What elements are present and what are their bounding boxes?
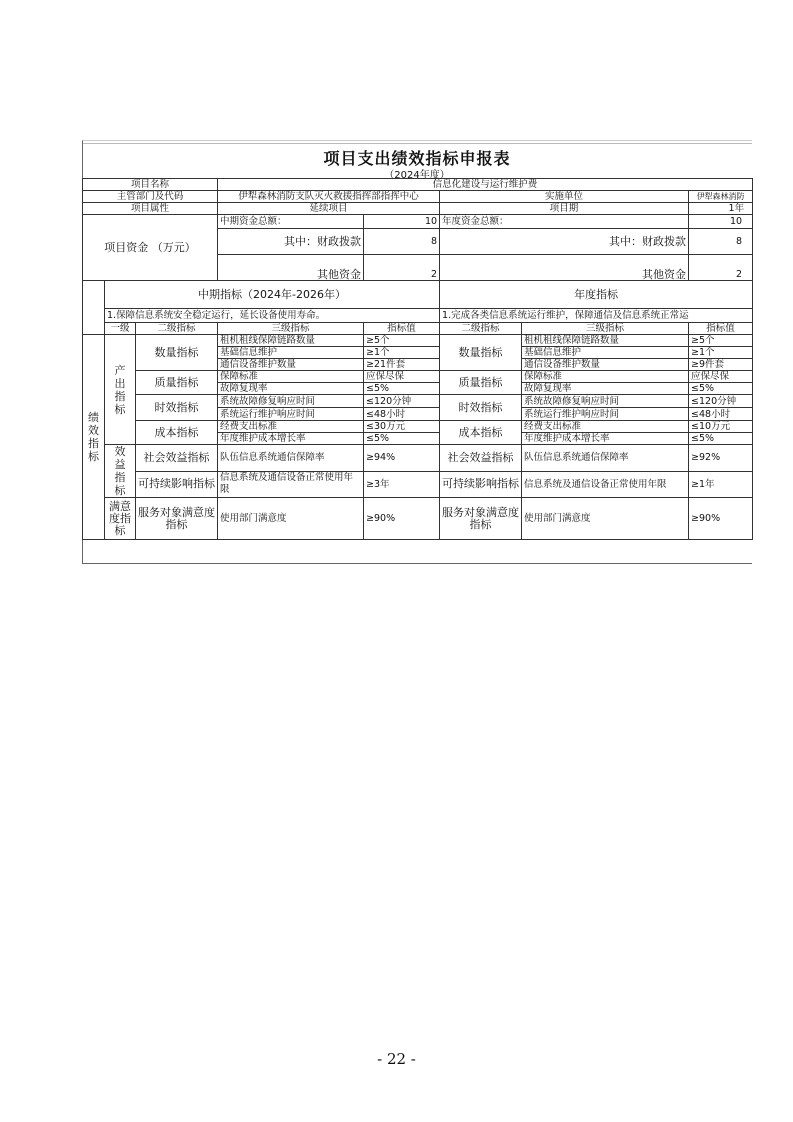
table-row xyxy=(83,371,753,383)
cell-mid-q2: ≥1个 xyxy=(364,347,440,359)
cell-yr-q1-label: 租机租线保障链路数量 xyxy=(522,335,689,347)
label-quantity-year: 数量指标 xyxy=(440,335,522,371)
cell-ql2: 故障复现率 xyxy=(218,383,364,395)
cell-yr-ql2-label: 故障复现率 xyxy=(522,383,689,395)
label-impl-unit: 实施单位 xyxy=(440,191,689,203)
header-level2-year: 二级指标 xyxy=(440,323,522,335)
table-row xyxy=(83,498,753,540)
cell-ql1: 保障标准 xyxy=(218,371,364,383)
cell-yr-su: ≥1年 xyxy=(689,471,753,498)
cell-yr-t2: ≤48小时 xyxy=(689,408,753,421)
cell-s1: 队伍信息系统通信保障率 xyxy=(218,445,364,472)
indicator-table xyxy=(82,178,753,540)
cell-yr-q3-label: 通信设备维护数量 xyxy=(522,359,689,371)
cell-yr-ql1: 应保尽保 xyxy=(689,371,753,383)
label-quantity: 数量指标 xyxy=(136,335,218,371)
label-service-year: 服务对象满意度指标 xyxy=(440,498,522,540)
cell-yr-q2-label: 基础信息维护 xyxy=(522,347,689,359)
label-benefit: 效益指标 xyxy=(105,445,136,498)
cell-yr-q2: ≥1个 xyxy=(689,347,753,359)
cell-yr-c2-label: 年度维护成本增长率 xyxy=(522,433,689,445)
label-year-indicator: 年度指标 xyxy=(440,281,753,309)
row-dept xyxy=(83,191,753,203)
cell-yr-c2: ≤5% xyxy=(689,433,753,445)
value-year-fiscal: 8 xyxy=(689,229,753,255)
row-goals xyxy=(83,309,753,323)
label-year-other: 其他资金 xyxy=(440,255,689,281)
header-level3-year: 三级指标 xyxy=(522,323,689,335)
label-year-fiscal: 其中：财政拨款 xyxy=(440,229,689,255)
row-project-name xyxy=(83,179,753,191)
cell-t1: 系统故障修复响应时间 xyxy=(218,395,364,408)
header-level3: 三级指标 xyxy=(218,323,364,335)
cell-yr-t1-label: 系统故障修复响应时间 xyxy=(522,395,689,408)
value-year-goal: 1.完成各类信息系统运行维护，保障通信及信息系统正常运 xyxy=(440,309,753,323)
cell-yr-c1: ≤10万元 xyxy=(689,421,753,433)
value-mid-other: 2 xyxy=(364,255,440,281)
page-number: - 22 - xyxy=(377,1050,416,1068)
cell-t2: 系统运行维护响应时间 xyxy=(218,408,364,421)
label-sustain: 可持续影响指标 xyxy=(136,471,218,498)
value-project-period: 1年 xyxy=(689,203,753,215)
cell-mid-q3: ≥21件套 xyxy=(364,359,440,371)
header-value: 指标值 xyxy=(364,323,440,335)
cell-mid-t1: ≤120分钟 xyxy=(364,395,440,408)
row-col-headers xyxy=(83,323,753,335)
cell-q3: 通信设备维护数量 xyxy=(218,359,364,371)
row-attr xyxy=(83,203,753,215)
label-sustain-year: 可持续影响指标 xyxy=(440,471,522,498)
table-row xyxy=(83,335,753,347)
cell-mid-t2: ≤48小时 xyxy=(364,408,440,421)
cell-yr-q1: ≥5个 xyxy=(689,335,753,347)
cell-c2: 年度维护成本增长率 xyxy=(218,433,364,445)
cell-yr-q3: ≥9件套 xyxy=(689,359,753,371)
label-timeliness: 时效指标 xyxy=(136,395,218,421)
cell-q1: 租机租线保障链路数量 xyxy=(218,335,364,347)
year-subtitle: （2024年度） xyxy=(384,170,450,181)
table-row xyxy=(83,445,753,472)
cell-yr-sv: ≥90% xyxy=(689,498,753,540)
label-project-name: 项目名称 xyxy=(83,179,218,191)
cell-sv1: 使用部门满意度 xyxy=(218,498,364,540)
cell-mid-q1: ≥5个 xyxy=(364,335,440,347)
cell-q2: 基础信息维护 xyxy=(218,347,364,359)
cell-yr-c1-label: 经费支出标准 xyxy=(522,421,689,433)
label-mid-fiscal: 其中：财政拨款 xyxy=(218,229,364,255)
cell-mid-c2: ≤5% xyxy=(364,433,440,445)
value-impl-unit: 伊犁森林消防 xyxy=(689,191,753,203)
value-dept: 伊犁森林消防支队灭火救援指挥部指挥中心 xyxy=(218,191,440,203)
cell-yr-s1: ≥92% xyxy=(689,445,753,472)
cell-yr-t1: ≤120分钟 xyxy=(689,395,753,408)
label-timeliness-year: 时效指标 xyxy=(440,395,522,421)
header-level2: 二级指标 xyxy=(136,323,218,335)
cell-su-year: 信息系统及通信设备正常使用年限 xyxy=(522,471,689,498)
label-cost-year: 成本指标 xyxy=(440,421,522,445)
value-mid-total: 10 xyxy=(364,215,440,229)
row-indicator-headers xyxy=(83,281,753,309)
cell-mid-s1: ≥94% xyxy=(364,445,440,472)
value-project-name: 信息化建设与运行维护费 xyxy=(218,179,753,191)
label-service: 服务对象满意度指标 xyxy=(136,498,218,540)
blank-left-cell xyxy=(83,281,105,335)
header-level1: 一级 xyxy=(105,323,136,335)
cell-c1: 经费支出标准 xyxy=(218,421,364,433)
label-mid-indicator: 中期指标（2024年-2026年） xyxy=(105,281,440,309)
cell-yr-ql2: ≤5% xyxy=(689,383,753,395)
label-funds: 项目资金 （万元） xyxy=(83,215,218,281)
value-year-other: 2 xyxy=(689,255,753,281)
cell-yr-ql1-label: 保障标准 xyxy=(522,371,689,383)
row-funds-total xyxy=(83,215,753,229)
table-row xyxy=(83,421,753,433)
cell-mid-c1: ≤30万元 xyxy=(364,421,440,433)
label-quality-year: 质量指标 xyxy=(440,371,522,395)
label-dept: 主管部门及代码 xyxy=(83,191,218,203)
label-social: 社会效益指标 xyxy=(136,445,218,472)
value-mid-fiscal: 8 xyxy=(364,229,440,255)
cell-mid-ql1: 应保尽保 xyxy=(364,371,440,383)
label-project-attr: 项目属性 xyxy=(83,203,218,215)
label-output: 产出指标 xyxy=(105,335,136,445)
table-row xyxy=(83,395,753,408)
cell-yr-sv1-label: 使用部门满意度 xyxy=(522,498,689,540)
label-social-year: 社会效益指标 xyxy=(440,445,522,472)
label-mid-other: 其他资金 xyxy=(218,255,364,281)
label-quality: 质量指标 xyxy=(136,371,218,395)
label-perf: 绩效指标 xyxy=(83,335,105,540)
label-satisfaction: 满意度指标 xyxy=(105,498,136,540)
label-cost: 成本指标 xyxy=(136,421,218,445)
page-title: 项目支出绩效指标申报表 xyxy=(323,149,511,168)
value-mid-goal: 1.保障信息系统安全稳定运行，延长设备使用寿命。 xyxy=(105,309,440,323)
cell-mid-su: ≥3年 xyxy=(364,471,440,498)
label-project-period: 项目期 xyxy=(440,203,689,215)
label-mid-total: 中期资金总额： xyxy=(218,215,364,229)
cell-mid-sv: ≥90% xyxy=(364,498,440,540)
cell-mid-ql2: ≤5% xyxy=(364,383,440,395)
value-project-attr: 延续项目 xyxy=(218,203,440,215)
header-value-year: 指标值 xyxy=(689,323,753,335)
table-row xyxy=(83,471,753,498)
label-year-total: 年度资金总额： xyxy=(440,215,689,229)
cell-yr-t2-label: 系统运行维护响应时间 xyxy=(522,408,689,421)
cell-su-mid: 信息系统及通信设备正常使用年限 xyxy=(218,471,364,498)
cell-yr-s1-label: 队伍信息系统通信保障率 xyxy=(522,445,689,472)
value-year-total: 10 xyxy=(689,215,753,229)
